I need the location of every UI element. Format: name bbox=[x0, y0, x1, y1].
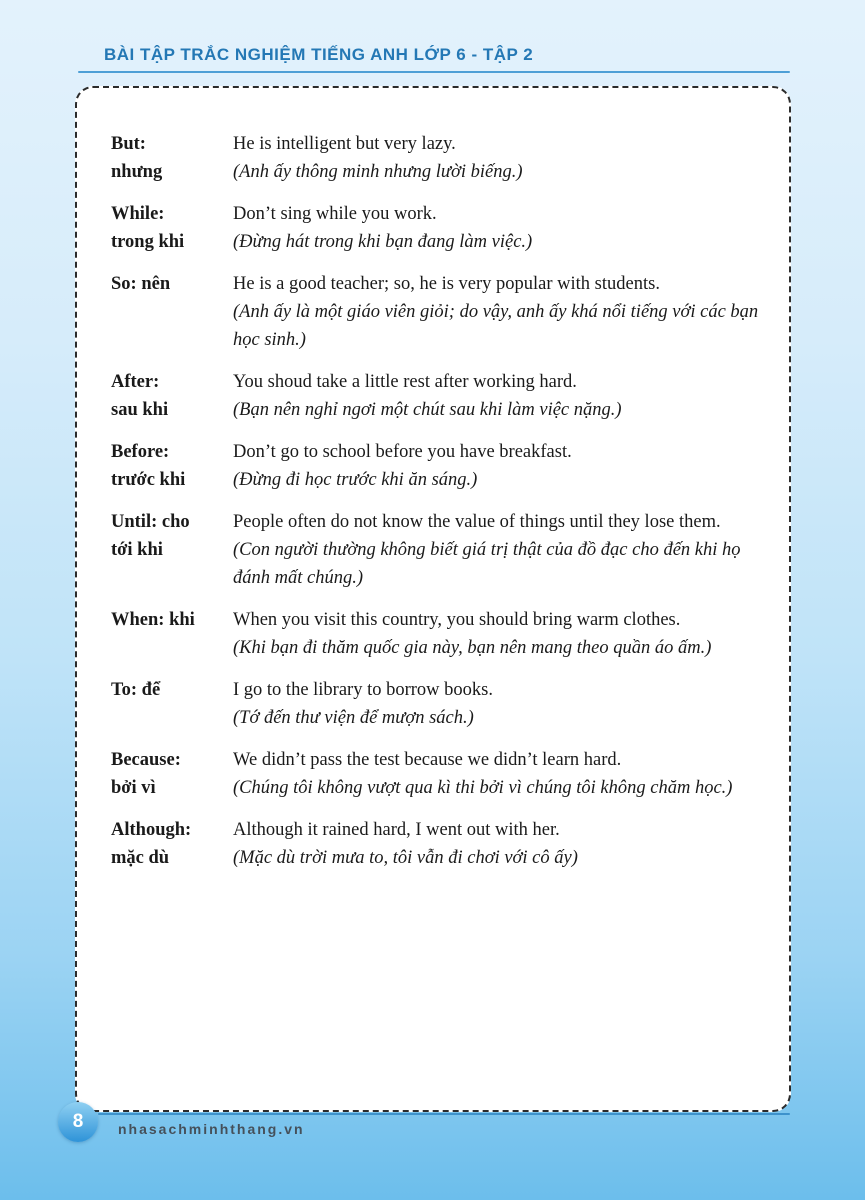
entry-row bbox=[111, 816, 769, 872]
entry-sentences bbox=[233, 606, 769, 662]
page-number-badge: 8 bbox=[58, 1102, 98, 1142]
entry-sentences bbox=[233, 438, 769, 494]
entry-sentences bbox=[233, 676, 769, 732]
entry-term: Before: trước khi bbox=[111, 442, 186, 490]
entry-term: When: khi bbox=[111, 610, 195, 630]
entry-english: When you visit this country, you should bring warm clothes. bbox=[233, 610, 681, 630]
entry-vietnamese: (Khi bạn đi thăm quốc gia này, bạn nên mang theo quần áo ấm.) bbox=[233, 638, 712, 658]
entry-term: While: trong khi bbox=[111, 204, 185, 252]
entry-row bbox=[111, 438, 769, 494]
page-title: BÀI TẬP TRẮC NGHIỆM TIẾNG ANH LỚP 6 - TẬP 2 bbox=[104, 45, 534, 64]
entry-row bbox=[111, 676, 769, 732]
entries-list bbox=[111, 130, 769, 872]
entry-term: Although: mặc dù bbox=[111, 820, 192, 868]
entry-sentences bbox=[233, 508, 769, 592]
header-divider bbox=[78, 71, 790, 73]
entry-english: You shoud take a little rest after working hard. bbox=[233, 372, 577, 392]
website-text: nhasachminhthang.vn bbox=[118, 1121, 305, 1137]
entry-english: Although it rained hard, I went out with her. bbox=[233, 820, 560, 840]
entry-row bbox=[111, 130, 769, 186]
entry-row bbox=[111, 368, 769, 424]
entry-english: Don’t sing while you work. bbox=[233, 204, 437, 224]
entry-sentences bbox=[233, 200, 769, 256]
entry-sentences bbox=[233, 368, 769, 424]
entry-term: But: nhưng bbox=[111, 134, 163, 182]
entry-vietnamese: (Chúng tôi không vượt qua kì thi bởi vì chúng tôi không chăm học.) bbox=[233, 778, 733, 798]
entry-row bbox=[111, 270, 769, 354]
entry-sentences bbox=[233, 816, 769, 872]
entry-sentences bbox=[233, 130, 769, 186]
entry-term: After: sau khi bbox=[111, 372, 169, 420]
entry-vietnamese: (Anh ấy là một giáo viên giỏi; do vậy, anh ấy khá nổi tiếng với các bạn học sinh.) bbox=[233, 302, 759, 350]
entry-term: Because: bởi vì bbox=[111, 750, 181, 798]
entry-vietnamese: (Đừng đi học trước khi ăn sáng.) bbox=[233, 470, 478, 490]
footer-divider bbox=[98, 1113, 790, 1115]
entry-vietnamese: (Đừng hát trong khi bạn đang làm việc.) bbox=[233, 232, 533, 252]
entry-term: So: nên bbox=[111, 274, 171, 294]
entry-vietnamese: (Mặc dù trời mưa to, tôi vẫn đi chơi với cô ấy) bbox=[233, 848, 578, 868]
entry-row bbox=[111, 746, 769, 802]
entry-english: I go to the library to borrow books. bbox=[233, 680, 493, 700]
content-panel bbox=[75, 86, 791, 1112]
entry-english: Don’t go to school before you have breakfast. bbox=[233, 442, 572, 462]
entry-sentences bbox=[233, 270, 769, 354]
entry-row bbox=[111, 606, 769, 662]
entry-vietnamese: (Anh ấy thông minh nhưng lười biếng.) bbox=[233, 162, 523, 182]
entry-vietnamese: (Tớ đến thư viện để mượn sách.) bbox=[233, 708, 474, 728]
entry-sentences bbox=[233, 746, 769, 802]
entry-term: Until: cho tới khi bbox=[111, 512, 190, 560]
entry-vietnamese: (Bạn nên nghỉ ngơi một chút sau khi làm việc nặng.) bbox=[233, 400, 622, 420]
entry-row bbox=[111, 200, 769, 256]
entry-english: We didn’t pass the test because we didn’t learn hard. bbox=[233, 750, 622, 770]
entry-vietnamese: (Con người thường không biết giá trị thật của đồ đạc cho đến khi họ đánh mất chúng.) bbox=[233, 540, 741, 588]
entry-term: To: để bbox=[111, 680, 161, 700]
entry-row bbox=[111, 508, 769, 592]
entry-english: He is a good teacher; so, he is very popular with students. bbox=[233, 274, 660, 294]
entry-english: He is intelligent but very lazy. bbox=[233, 134, 456, 154]
entry-english: People often do not know the value of things until they lose them. bbox=[233, 512, 721, 532]
